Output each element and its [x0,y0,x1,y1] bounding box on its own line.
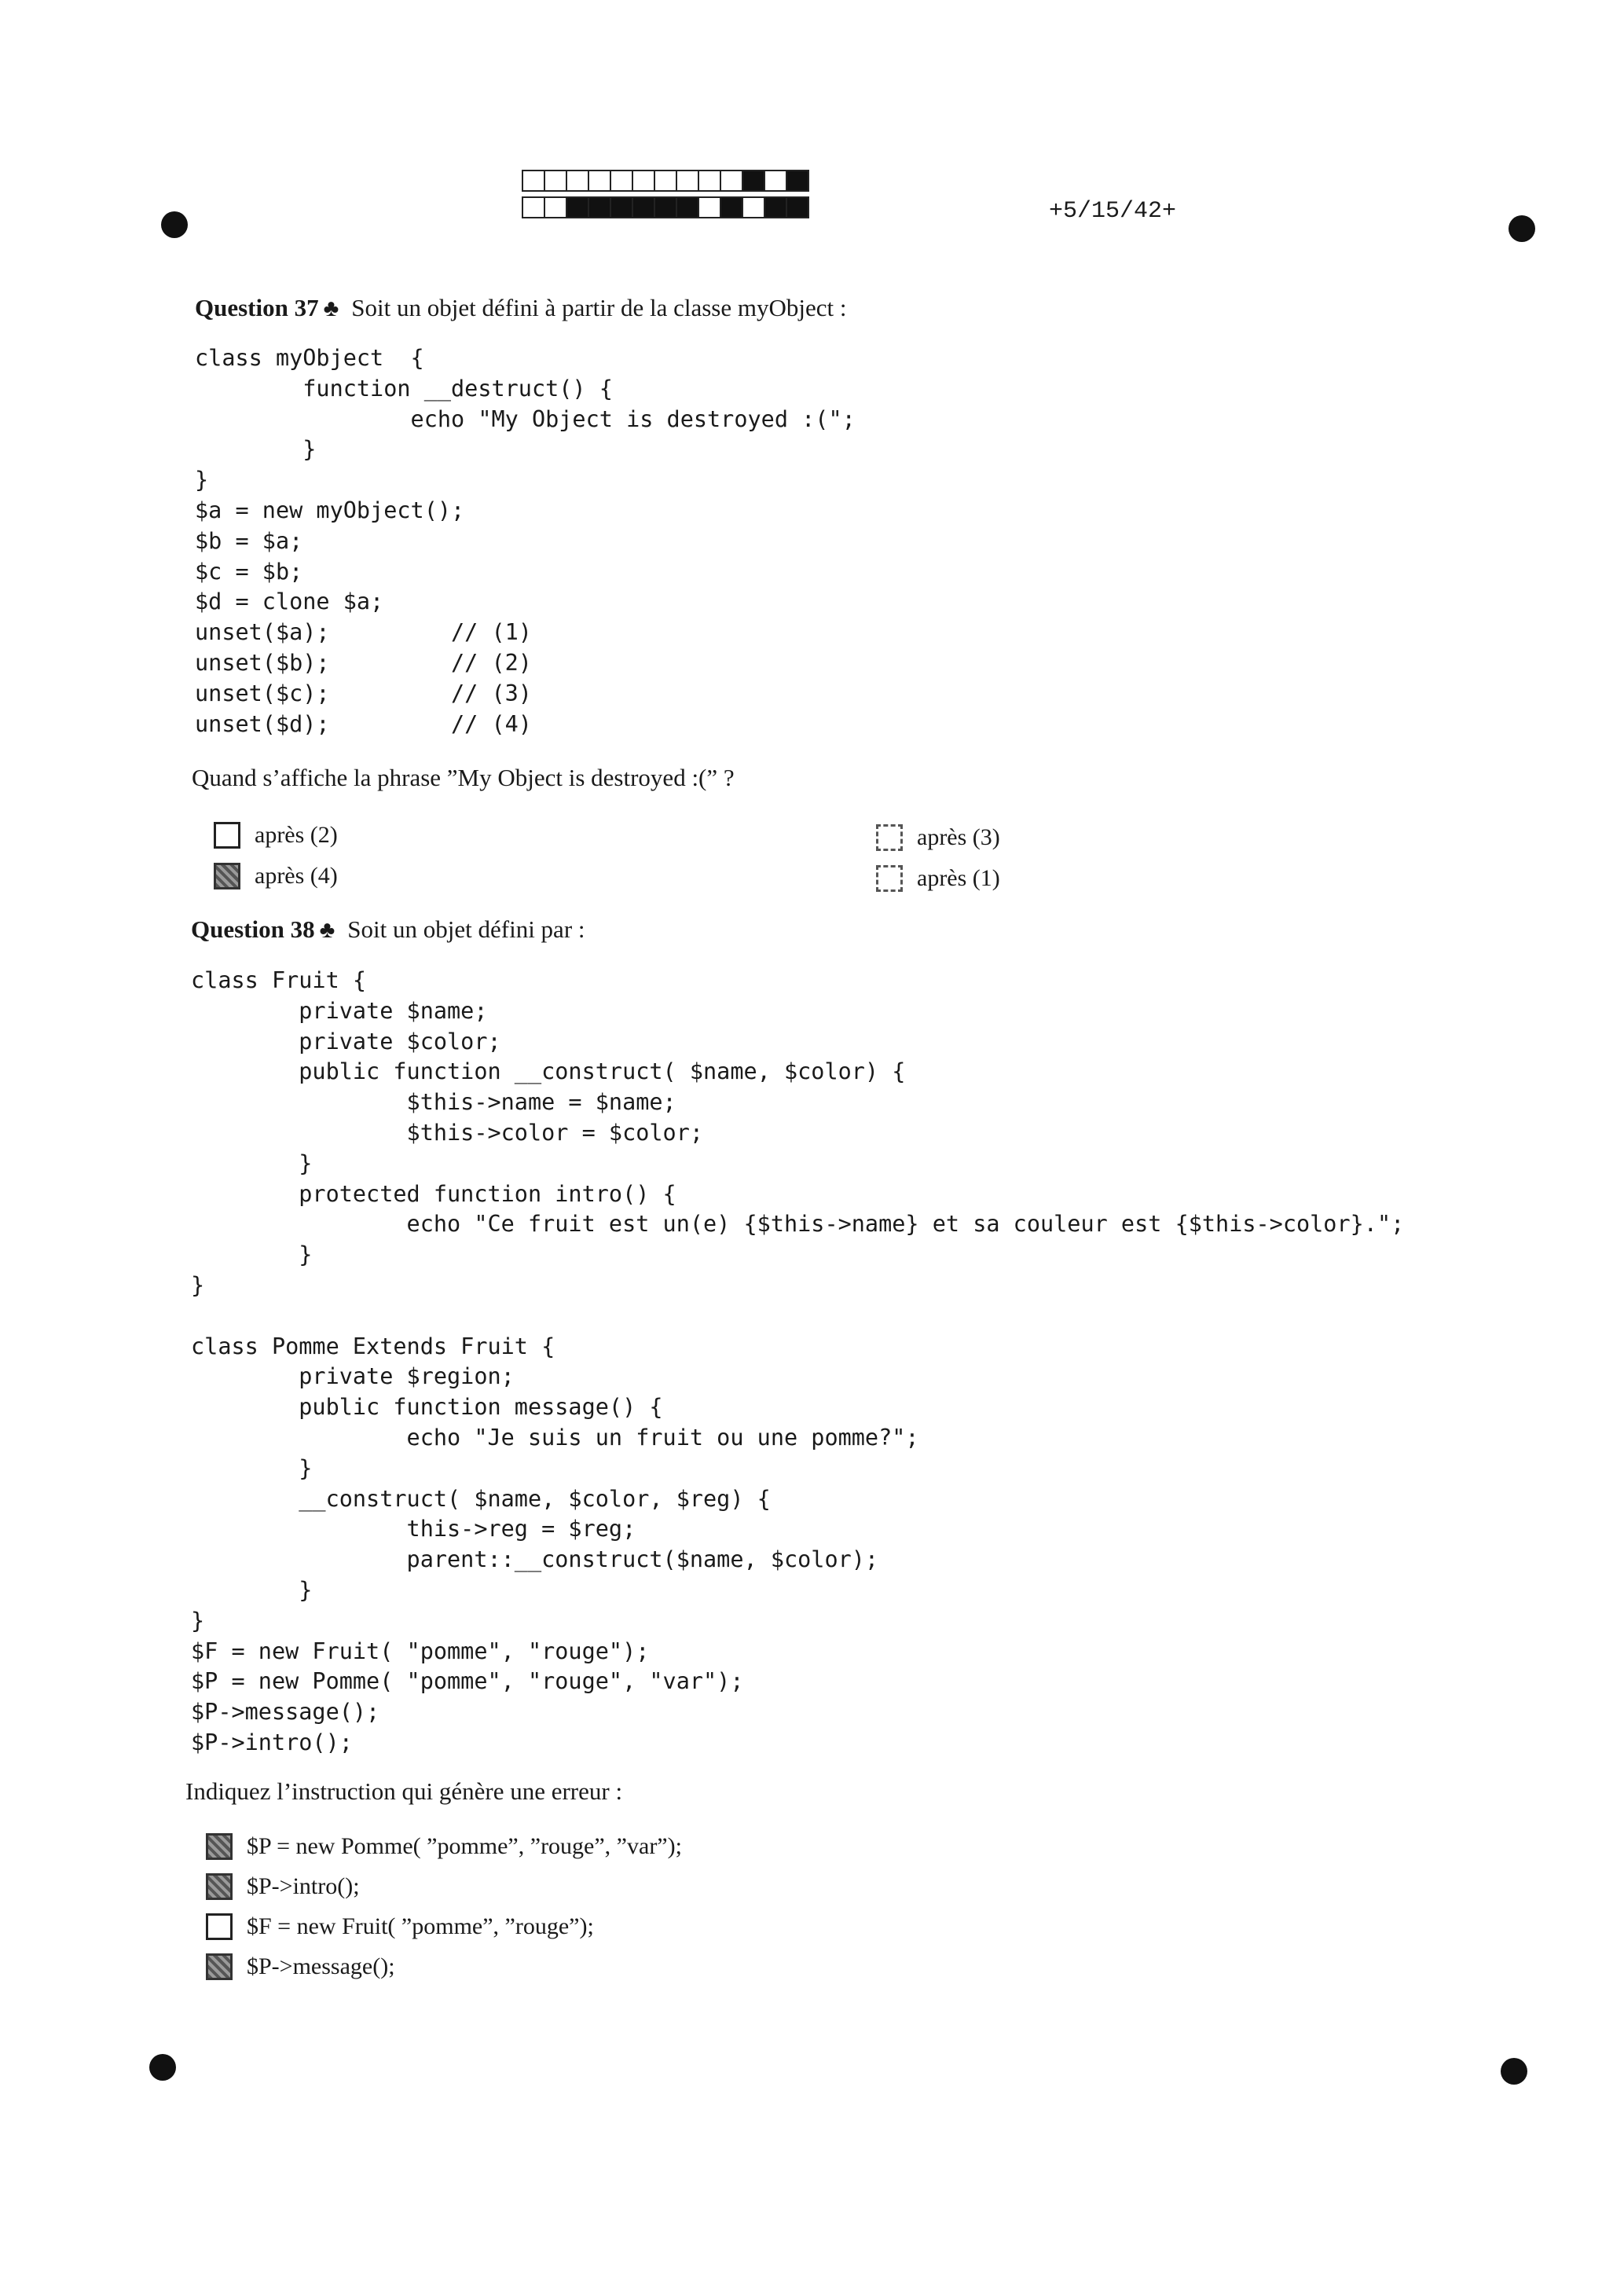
barcode-cell [676,170,699,192]
checkbox[interactable] [214,863,240,889]
checkbox[interactable] [206,1833,233,1860]
checkbox[interactable] [876,824,903,851]
barcode-cell [786,196,809,218]
answer-label: $P->message(); [247,1953,395,1979]
answer-label: après (1) [917,865,1000,891]
barcode-cell [632,196,655,218]
barcode-cell [698,196,721,218]
q37-answer[interactable] [876,824,1000,851]
barcode-cell [654,196,677,218]
barcode-cell [588,196,611,218]
q37-answer[interactable] [214,863,338,889]
barcode-cell [742,196,765,218]
checkbox[interactable] [206,1873,233,1900]
question-37-heading [195,294,846,322]
question-38-code: class Fruit { private $name; private $color; public function __construct( $name, $color) { $this->name = $name; $this->color = $color; } protected function intro() { echo "Ce fruit est un(e) {$this->name} et sa couleur est {$this->color}."; } } class Pomme Extends Fruit { private $region; public function message() { echo "Je suis un fruit ou une pomme?"; } __construct( $name, $color, $reg) { this->reg = $reg; parent::__construct($name, $color); } } $F = new Fruit( "pomme", "rouge"); $P = new Pomme( "pomme", "rouge", "var"); $P->message(); $P->intro(); [191,967,1405,1755]
q38-answer[interactable] [206,1873,360,1900]
barcode-cell [522,196,545,218]
answer-label: $P->intro(); [247,1873,360,1899]
answer-label: après (2) [255,822,338,848]
question-38-prompt: Indiquez l’instruction qui génère une erreur : [185,1777,623,1805]
checkbox[interactable] [876,865,903,892]
checkbox[interactable] [214,822,240,849]
page-id: +5/15/42+ [1049,198,1177,225]
barcode-cell [610,170,633,192]
question-37-prompt: Quand s’affiche la phrase ”My Object is destroyed :(” ? [192,764,735,791]
question-intro: Soit un objet défini par : [347,915,585,943]
registration-mark-bottom-left [149,2054,176,2081]
barcode-cell [786,170,809,192]
registration-mark-top-right [1509,215,1535,242]
checkbox[interactable] [206,1913,233,1940]
barcode-cell [588,170,611,192]
barcode-cell [632,170,655,192]
answer-label: $F = new Fruit( ”pomme”, ”rouge”); [247,1913,594,1939]
barcode-cell [522,170,545,192]
question-label: Question 38 [191,915,315,943]
answer-label: après (3) [917,824,1000,850]
barcode-cell [566,196,589,218]
q38-answer[interactable] [206,1833,682,1860]
question-37-code: class myObject { function __destruct() { echo "My Object is destroyed :("; } } $a = new myObject(); $b = $a; $c = $b; $d = clone $a; unset($a); // (1) unset($b); // (2) unset($c); // (3) unset($d); // (4) [195,345,856,737]
registration-mark-top-left [161,211,188,238]
barcode-cell [544,170,567,192]
question-label: Question 37 [195,294,319,321]
barcode-cell [544,196,567,218]
question-38-heading [191,915,585,944]
barcode-cell [720,196,743,218]
barcode-cell [610,196,633,218]
barcode-cell [720,170,743,192]
question-intro: Soit un objet défini à partir de la classe myObject : [351,294,847,321]
barcode-cell [654,170,677,192]
checkbox[interactable] [206,1953,233,1980]
answer-label: $P = new Pomme( ”pomme”, ”rouge”, ”var”); [247,1833,682,1859]
barcode-cell [764,196,787,218]
q38-answer[interactable] [206,1913,594,1940]
club-icon: ♣ [319,917,335,943]
page-barcode-row-1 [522,170,808,192]
barcode-cell [764,170,787,192]
page-barcode-row-2 [522,196,808,218]
barcode-cell [742,170,765,192]
answer-label: après (4) [255,863,338,889]
barcode-cell [566,170,589,192]
barcode-cell [676,196,699,218]
q37-answer[interactable] [214,822,338,849]
q38-answer[interactable] [206,1953,395,1980]
registration-mark-bottom-right [1501,2058,1527,2085]
club-icon: ♣ [323,295,339,321]
q37-answer[interactable] [876,865,1000,892]
barcode-cell [698,170,721,192]
